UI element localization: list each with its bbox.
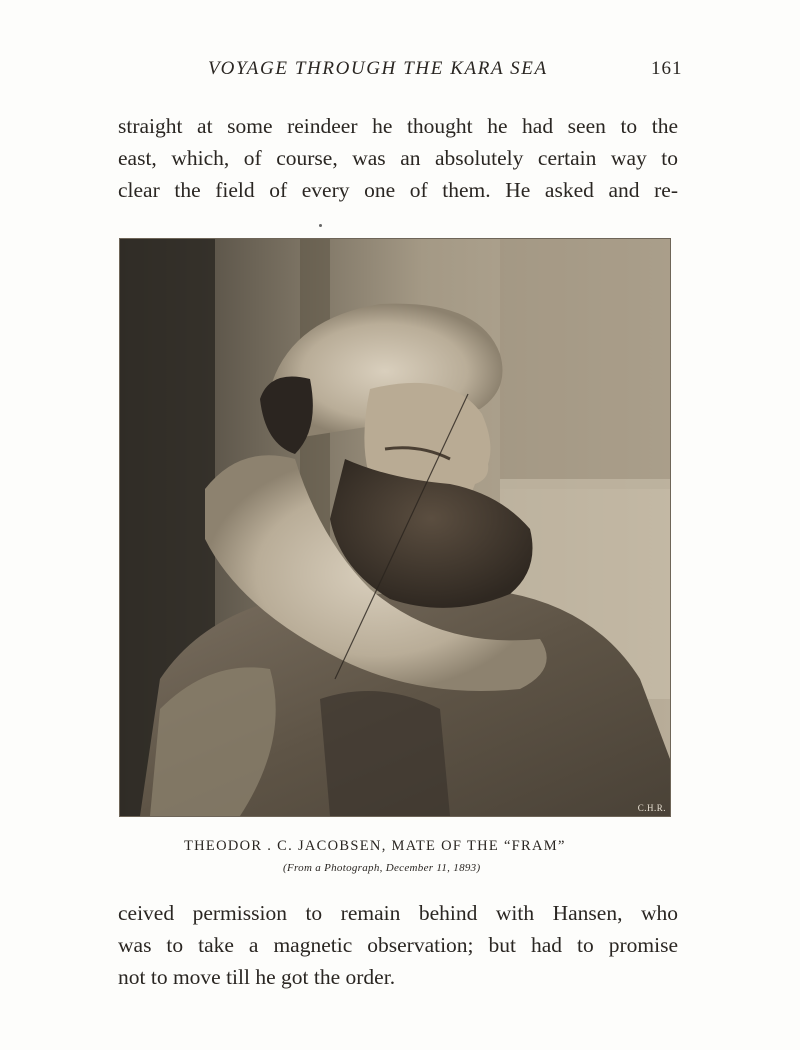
text-line: east, which, of course, was an absolutely certain way to bbox=[118, 146, 678, 170]
caption-source: (From a Photograph, December 11, 1893) bbox=[283, 862, 481, 874]
text-line: was to take a magnetic observation; but had to promise bbox=[118, 933, 678, 957]
portrait-image bbox=[120, 239, 670, 816]
page-number: 161 bbox=[651, 58, 683, 79]
page-header bbox=[0, 58, 800, 88]
text-line: ceived permission to remain behind with Hansen, who bbox=[118, 901, 678, 925]
text-line: straight at some reindeer he thought he had seen to the bbox=[118, 114, 678, 138]
body-text-bottom bbox=[118, 897, 678, 993]
caption-title: THEODOR . C. JACOBSEN, MATE OF THE “FRAM” bbox=[184, 838, 566, 854]
engraver-initials: C.H.R. bbox=[637, 803, 666, 813]
text-line: clear the field of every one of them. He asked and re- bbox=[118, 178, 678, 202]
body-text-top bbox=[118, 110, 678, 206]
plate-register-mark bbox=[319, 224, 322, 227]
portrait-photograph bbox=[119, 238, 671, 817]
running-title: VOYAGE THROUGH THE KARA SEA bbox=[208, 58, 548, 79]
text-line: not to move till he got the order. bbox=[118, 965, 396, 989]
